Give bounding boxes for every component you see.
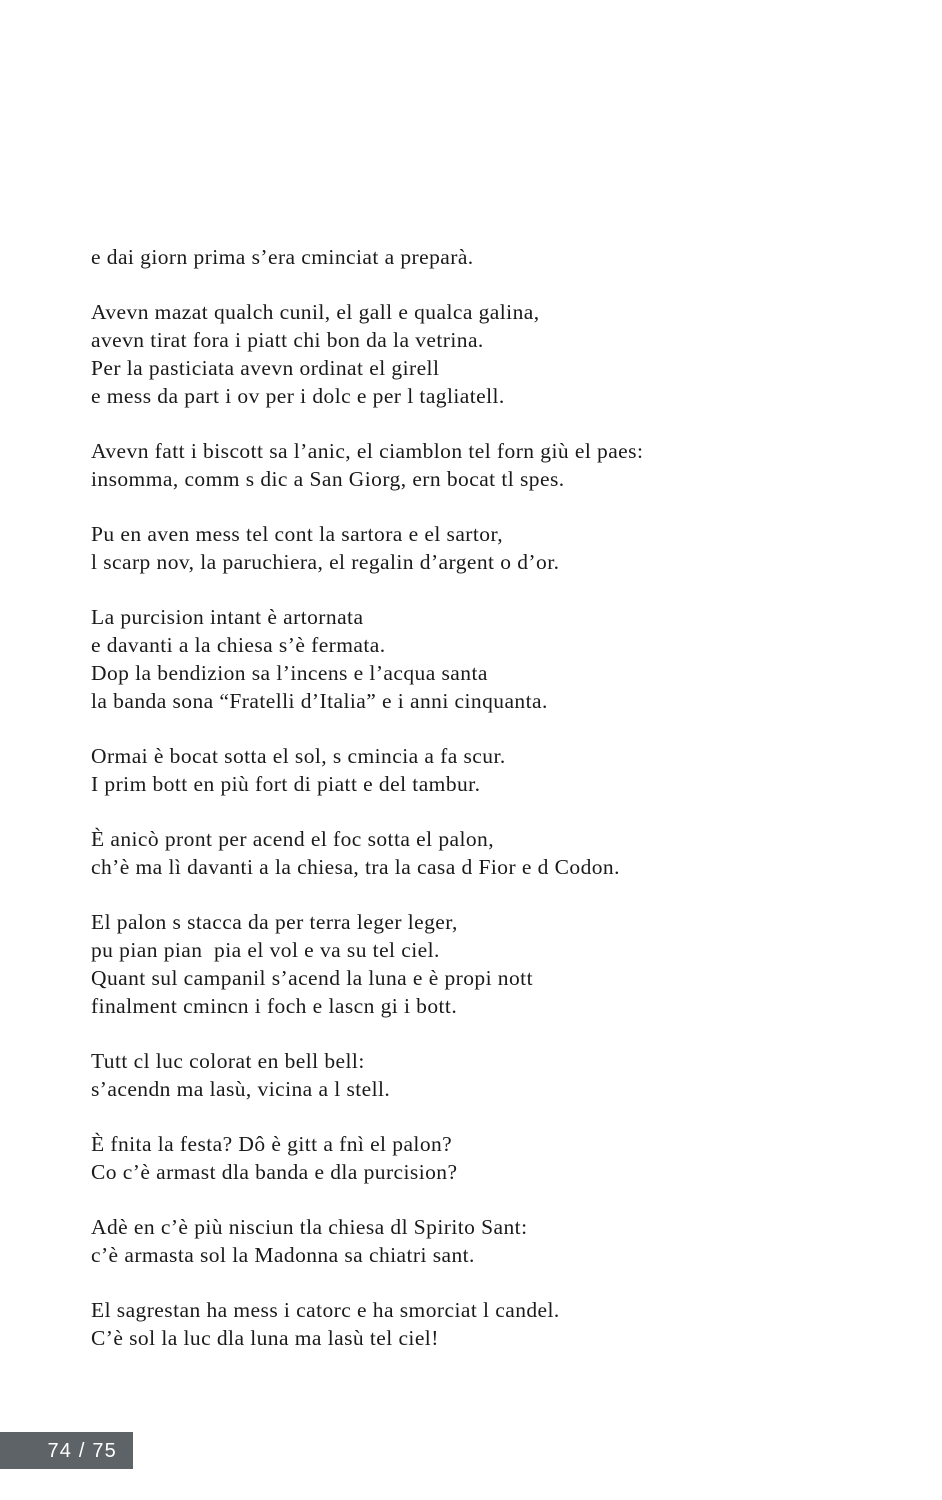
poem-line: I prim bott en più fort di piatt e del tambur.: [91, 772, 481, 796]
poem-line: Ormai è bocat sotta el sol, s cmincia a fa scur.: [91, 744, 506, 768]
poem-stanza: [91, 742, 831, 798]
poem-stanza: [91, 1130, 831, 1186]
poem-line: s’acendn ma lasù, vicina a l stell.: [91, 1077, 391, 1101]
poem-stanza: [91, 825, 831, 881]
poem-stanza: [91, 1296, 831, 1352]
poem-line: e davanti a la chiesa s’è fermata.: [91, 633, 386, 657]
poem-stanza: [91, 1047, 831, 1103]
poem-line: Dop la bendizion sa l’incens e l’acqua santa: [91, 661, 488, 685]
poem-line: c’è armasta sol la Madonna sa chiatri sant.: [91, 1243, 475, 1267]
poem-stanza: [91, 437, 831, 493]
poem-line: Avevn mazat qualch cunil, el gall e qualca galina,: [91, 300, 540, 324]
poem-stanza: [91, 603, 831, 715]
poem-line: Co c’è armast dla banda e dla purcision?: [91, 1160, 458, 1184]
poem-line: Tutt cl luc colorat en bell bell:: [91, 1049, 365, 1073]
poem-line: Pu en aven mess tel cont la sartora e el sartor,: [91, 522, 504, 546]
poem-text-body: [91, 243, 831, 1352]
poem-line: Avevn fatt i biscott sa l’anic, el ciamblon tel forn giù el paes:: [91, 439, 644, 463]
poem-line: e dai giorn prima s’era cminciat a preparà.: [91, 245, 474, 269]
poem-line: La purcision intant è artornata: [91, 605, 364, 629]
poem-line: Adè en c’è più nisciun tla chiesa dl Spirito Sant:: [91, 1215, 528, 1239]
poem-line: C’è sol la luc dla luna ma lasù tel ciel!: [91, 1326, 439, 1350]
poem-line: È anicò pront per acend el foc sotta el palon,: [91, 827, 495, 851]
poem-line: El palon s stacca da per terra leger leger,: [91, 910, 458, 934]
poem-line: la banda sona “Fratelli d’Italia” e i anni cinquanta.: [91, 689, 548, 713]
poem-stanza: [91, 298, 831, 410]
poem-line: È fnita la festa? Dô è gitt a fnì el palon?: [91, 1132, 453, 1156]
poem-stanza: [91, 908, 831, 1020]
poem-line: avevn tirat fora i piatt chi bon da la vetrina.: [91, 328, 484, 352]
poem-line: insomma, comm s dic a San Giorg, ern bocat tl spes.: [91, 467, 565, 491]
page-number-tab: [0, 1432, 133, 1469]
poem-line: e mess da part i ov per i dolc e per l tagliatell.: [91, 384, 505, 408]
poem-line: Quant sul campanil s’acend la luna e è propi nott: [91, 966, 533, 990]
poem-line: pu pian pian pia el vol e va su tel ciel.: [91, 938, 440, 962]
page-number-label: 74 / 75: [47, 1439, 117, 1462]
poem-line: ch’è ma lì davanti a la chiesa, tra la casa d Fior e d Codon.: [91, 855, 620, 879]
poem-stanza: [91, 1213, 831, 1269]
poem-line: El sagrestan ha mess i catorc e ha smorciat l candel.: [91, 1298, 560, 1322]
poem-line: Per la pasticiata avevn ordinat el girell: [91, 356, 440, 380]
poem-line: finalment cmincn i foch e lascn gi i bott.: [91, 994, 458, 1018]
poem-stanza: [91, 243, 831, 271]
poem-stanza: [91, 520, 831, 576]
poem-line: l scarp nov, la paruchiera, el regalin d’argent o d’or.: [91, 550, 560, 574]
